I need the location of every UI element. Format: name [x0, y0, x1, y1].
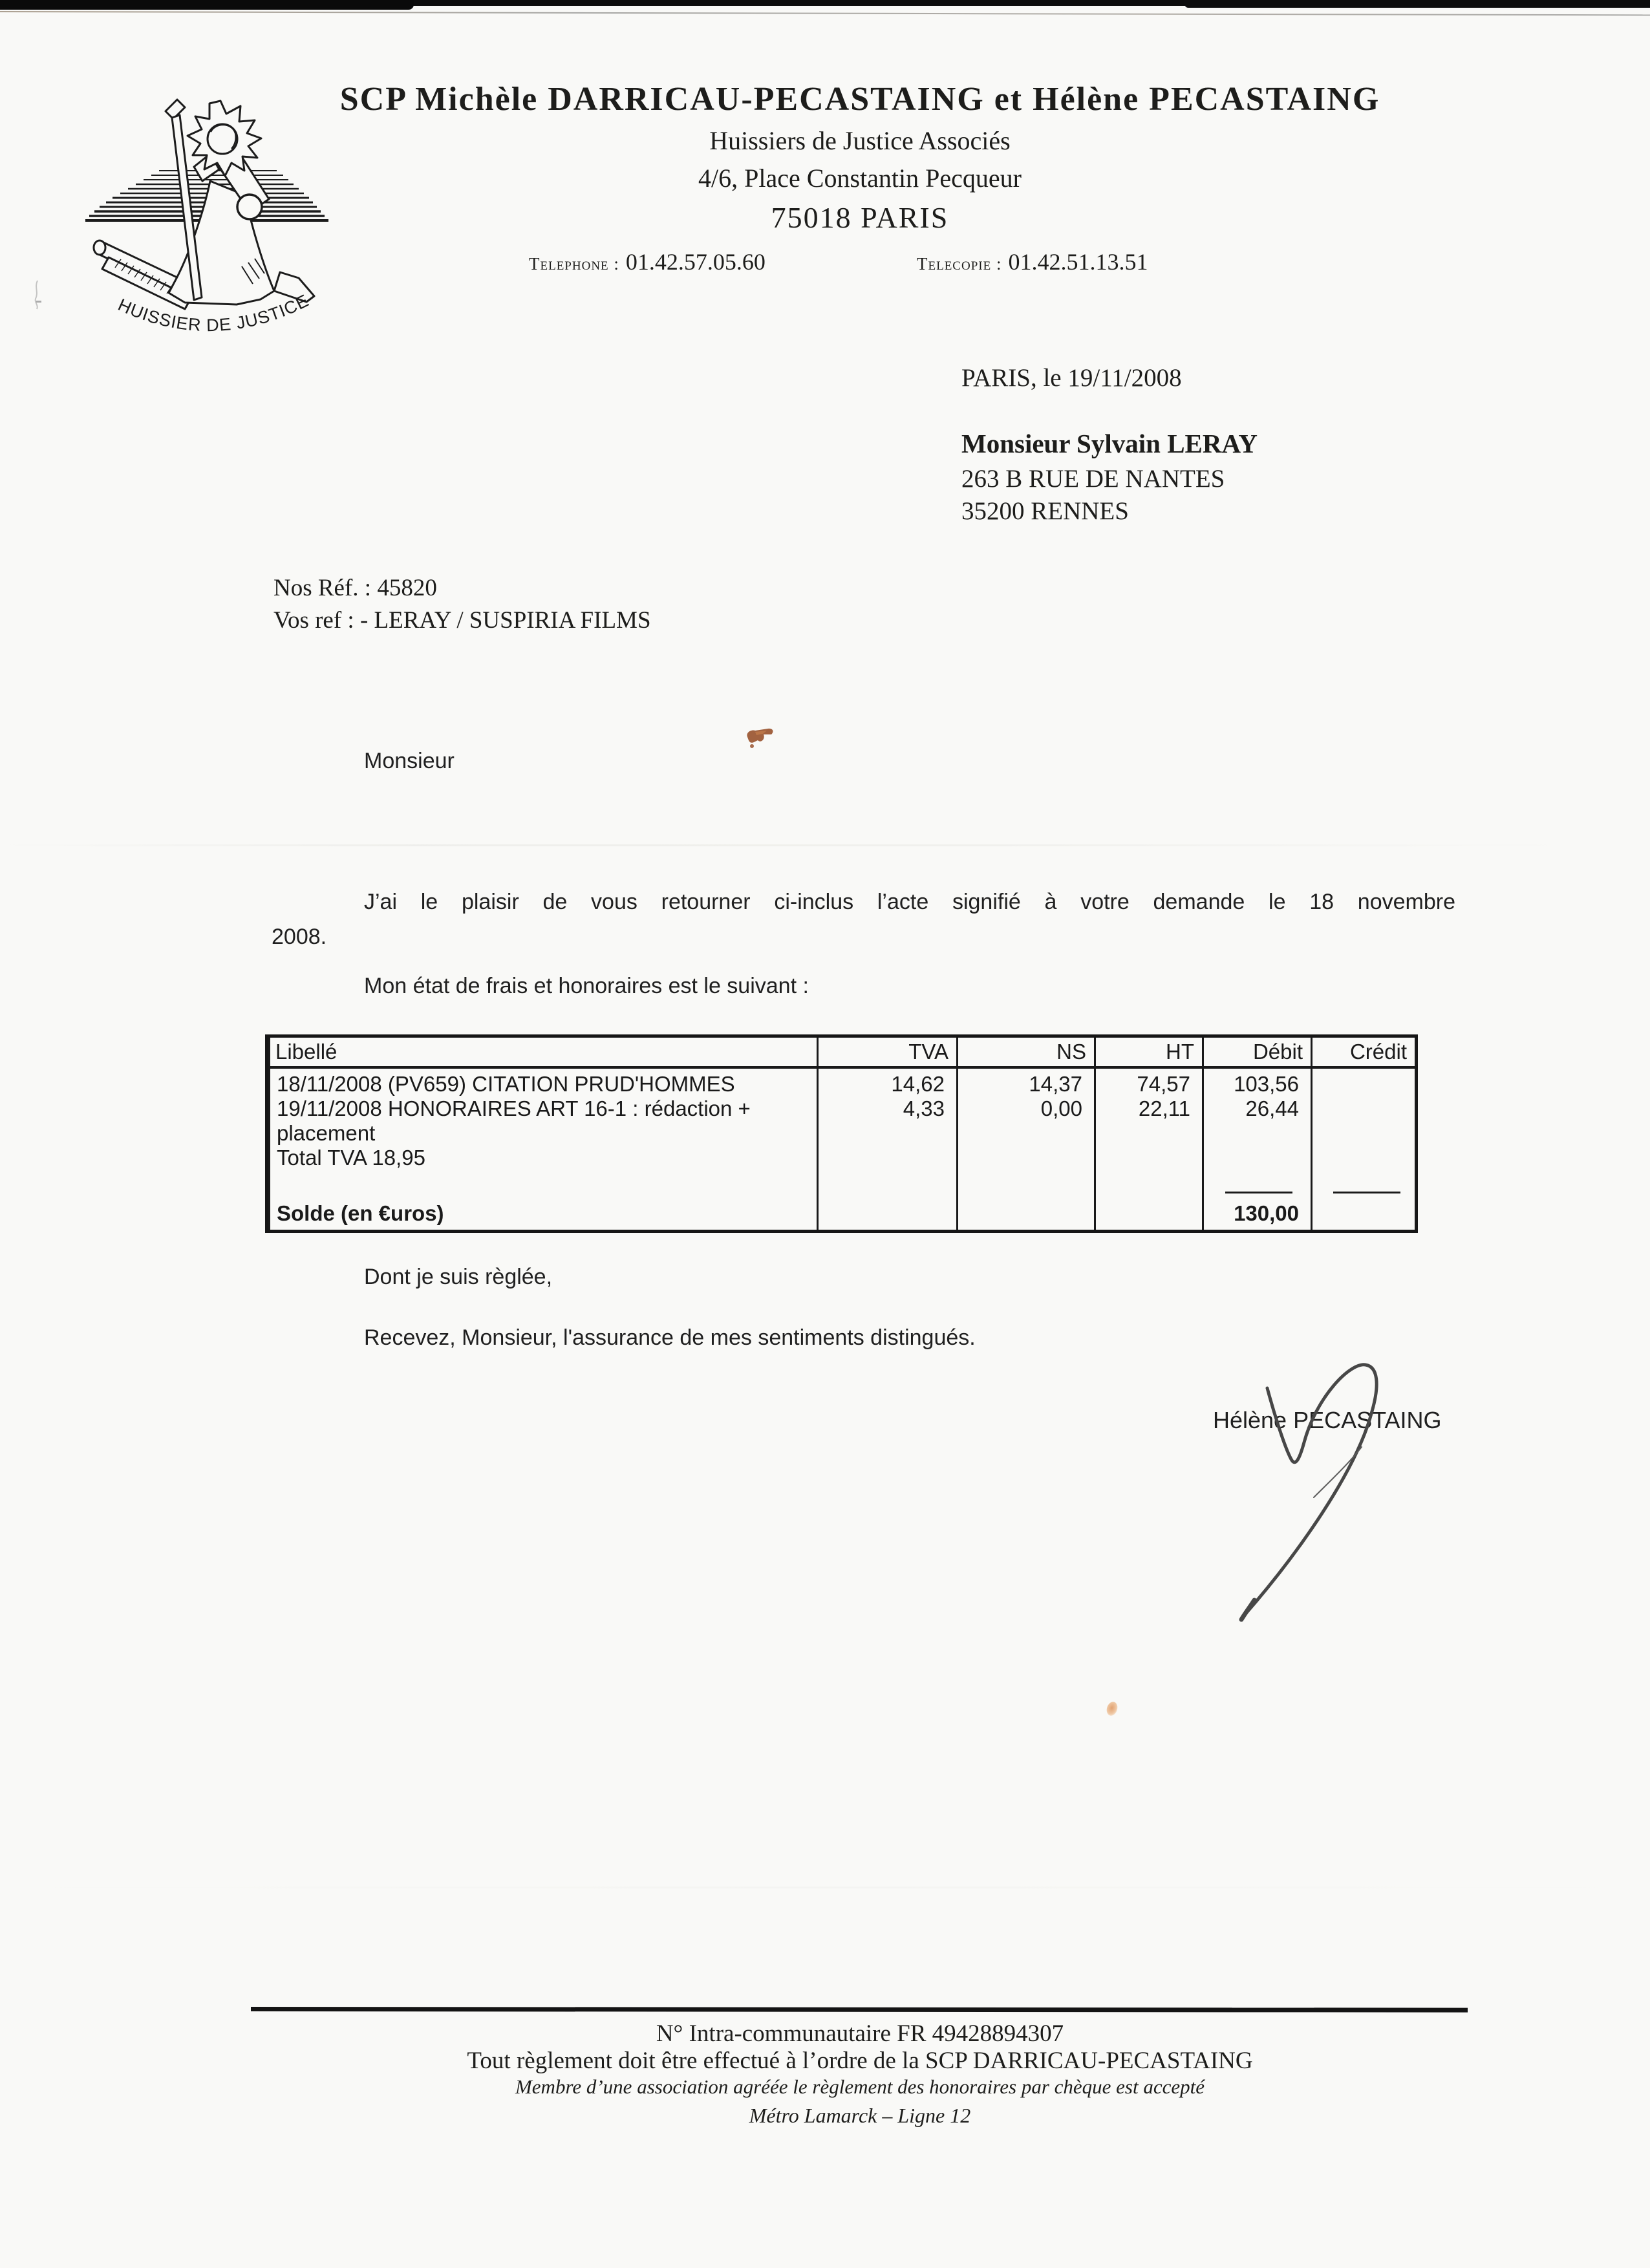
recipient-city: 35200 RENNES	[961, 497, 1129, 525]
footer-metro-note: Métro Lamarck – Ligne 12	[749, 2104, 971, 2127]
cell-ht: 74,57	[1095, 1067, 1203, 1097]
footer-rule	[251, 2007, 1468, 2013]
cell-credit	[1312, 1146, 1416, 1170]
cell-solde-label: Solde (en €uros)	[270, 1197, 818, 1230]
salutation: Monsieur	[364, 749, 455, 773]
col-header-tva: TVA	[818, 1038, 958, 1067]
cell-debit	[1203, 1146, 1312, 1170]
table-row	[270, 1067, 1416, 1097]
your-reference: Vos ref : - LERAY / SUSPIRIA FILMS	[273, 607, 651, 634]
closing-line-1: Dont je suis règlée,	[364, 1265, 553, 1289]
phone-number: 01.42.57.05.60	[625, 249, 766, 275]
cell-ns: 0,00	[958, 1097, 1095, 1146]
cell-tva: 4,33	[818, 1097, 958, 1146]
paragraph-2: Mon état de frais et honoraires est le suivant :	[364, 974, 809, 998]
col-header-debit: Débit	[1203, 1038, 1312, 1067]
date-line: PARIS, le 19/11/2008	[961, 364, 1182, 392]
debit-total-line	[1225, 1192, 1292, 1193]
our-reference: Nos Réf. : 45820	[273, 575, 437, 601]
scan-top-edge-bar-left	[0, 0, 414, 10]
cell-solde-debit: 130,00	[1203, 1197, 1312, 1230]
scan-streak	[0, 844, 1650, 846]
cell-tva: 14,62	[818, 1067, 958, 1097]
fax-number: 01.42.51.13.51	[1008, 249, 1148, 275]
paragraph-1-line-1: J’ai le plaisir de vous retourner ci-inclus l’acte signifié à votre demande le 18 novembre	[364, 890, 1455, 914]
cell-tva	[818, 1146, 958, 1170]
firm-address: 4/6, Place Constantin Pecqueur	[698, 164, 1022, 193]
fax-label: Telecopie :	[917, 254, 1002, 273]
paragraph-1-line-2: 2008.	[272, 925, 327, 949]
firm-title: SCP Michèle DARRICAU-PECASTAING et Hélène PECASTAING	[339, 81, 1380, 118]
phone-line	[529, 248, 766, 275]
cell-debit: 26,44	[1203, 1097, 1312, 1146]
ink-dot-artifact	[1105, 1700, 1119, 1717]
pencil-smudge	[32, 279, 52, 312]
credit-total-line	[1333, 1192, 1400, 1193]
table-solde-row	[270, 1197, 1416, 1230]
col-header-ns: NS	[958, 1038, 1095, 1067]
cell-libelle: 18/11/2008 (PV659) CITATION PRUD'HOMMES	[270, 1067, 818, 1097]
logo-caption: HUISSIER DE JUSTICE	[115, 290, 312, 336]
table-subtotal-lines-row	[270, 1170, 1416, 1197]
cell-libelle	[270, 1097, 818, 1146]
cell-ht: 22,11	[1095, 1097, 1203, 1146]
cell-ht	[1095, 1146, 1203, 1170]
cell-ns	[958, 1146, 1095, 1170]
signatory-name: Hélène PECASTAING	[1213, 1407, 1442, 1433]
table-header-row	[270, 1038, 1416, 1067]
table-row	[270, 1097, 1416, 1146]
firm-city: 75018 PARIS	[771, 201, 949, 234]
cell-debit: 103,56	[1203, 1067, 1312, 1097]
closing-line-2: Recevez, Monsieur, l'assurance de mes sentiments distingués.	[364, 1325, 976, 1350]
col-header-ht: HT	[1095, 1038, 1203, 1067]
ink-blob-artifact	[744, 727, 778, 753]
cell-libelle: Total TVA 18,95	[270, 1146, 818, 1170]
cell-libelle-text: 19/11/2008 HONORAIRES ART 16-1 : rédaction + placement	[277, 1097, 751, 1145]
footer-vat-number: N° Intra-communautaire FR 49428894307	[656, 2020, 1064, 2047]
footer-payment-order: Tout règlement doit être effectué à l’ordre de la SCP DARRICAU-PECASTAING	[467, 2048, 1253, 2074]
recipient-name: Monsieur Sylvain LERAY	[961, 429, 1258, 458]
fee-table	[268, 1038, 1417, 1230]
phone-label: Telephone :	[529, 254, 619, 273]
col-header-credit: Crédit	[1312, 1038, 1416, 1067]
scan-top-edge-bar-right	[1184, 0, 1650, 8]
handwritten-signature	[1190, 1348, 1409, 1645]
scan-streak	[0, 1887, 1650, 1888]
col-header-libelle: Libellé	[270, 1038, 818, 1067]
fee-table-frame	[265, 1034, 1418, 1233]
fax-line	[917, 248, 1148, 275]
cell-credit	[1312, 1067, 1416, 1097]
table-row	[270, 1146, 1416, 1170]
scan-hairline	[0, 11, 1650, 16]
cell-credit	[1312, 1097, 1416, 1146]
recipient-street: 263 B RUE DE NANTES	[961, 465, 1225, 493]
cell-ns: 14,37	[958, 1067, 1095, 1097]
footer-association-note: Membre d’une association agréée le règlement des honoraires par chèque est accepté	[515, 2075, 1205, 2098]
firm-subtitle: Huissiers de Justice Associés	[709, 126, 1011, 155]
